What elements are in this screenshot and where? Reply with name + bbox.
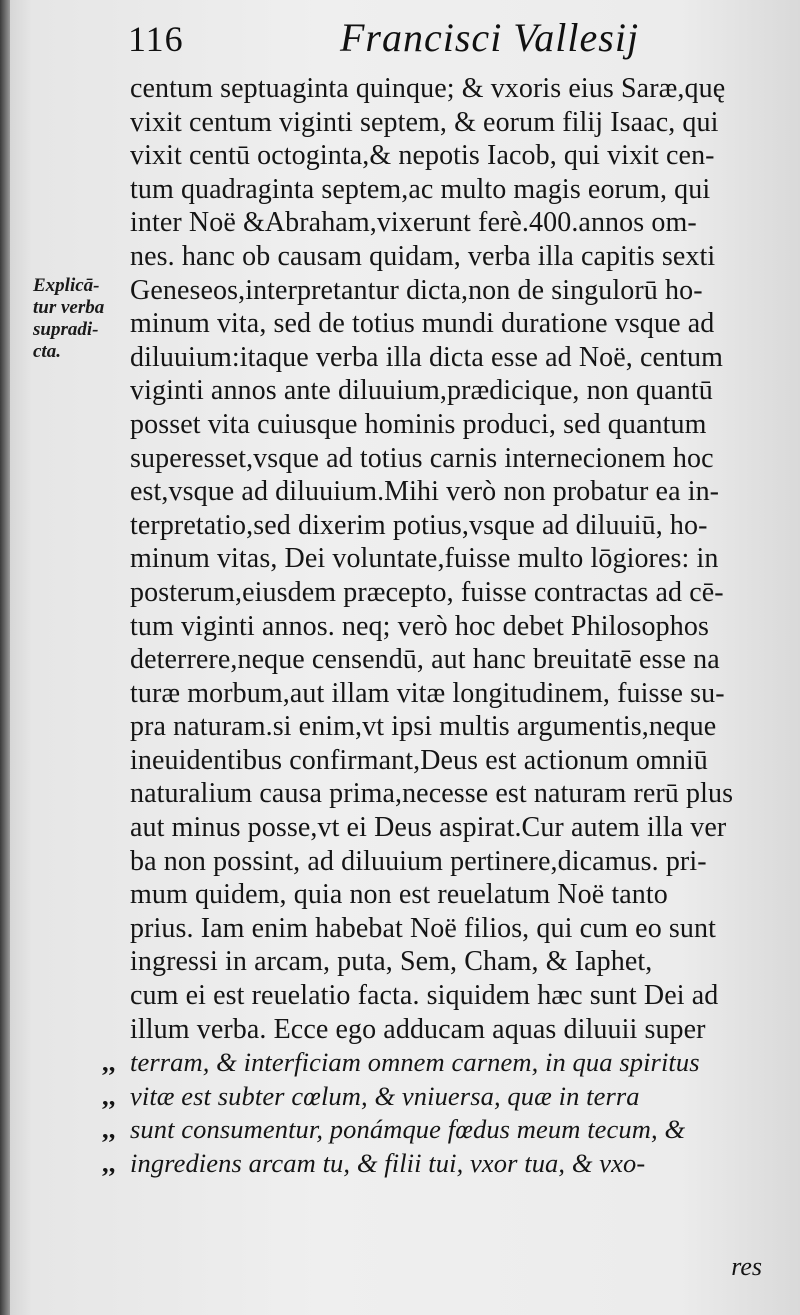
text-line: Geneseos,interpretantur dicta,non de singulorū ho- <box>130 274 703 306</box>
text-line: prius. Iam enim habebat Noë filios, qui cum eo sunt <box>130 912 716 944</box>
text-line: tum viginti annos. neq; verò hoc debet Philosophos <box>130 610 709 642</box>
text-line: centum septuaginta quinque; & vxoris eius Saræ,quę <box>130 73 726 104</box>
text-line-content: ingrediens arcam tu, & filii tui, vxor tua, & vxo- <box>130 1148 646 1178</box>
text-line: ineuidentibus confirmant,Deus est actionum omniū <box>130 744 708 776</box>
text-line: vixit centum viginti septem, & eorum filij Isaac, qui <box>130 106 719 138</box>
text-line: posset vita cuiusque hominis produci, sed quantum <box>130 408 707 440</box>
quotation-mark: ,, <box>102 1114 116 1145</box>
binding-gutter <box>0 0 10 1315</box>
page-number: 116 <box>128 19 184 59</box>
text-line-content: terram, & interficiam omnem carnem, in qua spiritus <box>130 1047 700 1078</box>
text-line: ingressi in arcam, puta, Sem, Cham, & Iaphet, <box>130 946 653 978</box>
text-line: mum quidem, quia non est reuelatum Noë tanto <box>130 879 668 911</box>
text-line <box>102 1113 766 1147</box>
text-line: naturalium causa prima,necesse est naturam rerū plus <box>130 778 734 810</box>
marginal-note-line: cta. <box>33 341 61 362</box>
text-line: posterum,eiusdem præcepto, fuisse contractas ad cē- <box>130 576 724 608</box>
text-line: nes. hanc ob causam quidam, verba illa capitis sexti <box>130 240 716 272</box>
text-line: minum vita, sed de totius mundi duratione vsque ad <box>130 308 715 340</box>
text-line: aut minus posse,vt ei Deus aspirat.Cur autem illa ver <box>130 812 727 844</box>
catchword: res <box>731 1252 762 1281</box>
marginal-note-line: supradi- <box>33 319 99 340</box>
text-line: illum verba. Ecce ego adducam aquas diluuii super <box>130 1013 706 1045</box>
text-line: turæ morbum,aut illam vitæ longitudinem, fuisse su- <box>130 677 725 709</box>
text-line: deterrere,neque censendū, aut hanc breuitatē esse na <box>130 644 720 676</box>
page-header <box>0 8 800 68</box>
running-title: Francisci Vallesij <box>340 15 640 60</box>
text-line: est,vsque ad diluuium.Mihi verò non probatur ea in- <box>130 476 720 508</box>
marginal-note-line: Explicā- <box>33 275 100 296</box>
text-line-content: sunt consumentur, ponámque fœdus meum tecum, & <box>130 1114 686 1145</box>
text-line <box>102 1046 766 1080</box>
text-line: viginti annos ante diluuium,prædicique, non quantū <box>130 375 713 407</box>
text-line: superesset,vsque ad totius carnis internecionem hoc <box>130 442 714 474</box>
text-line: inter Noë &Abraham,vixerunt ferè.400.annos om- <box>130 207 697 239</box>
text-line: minum vitas, Dei voluntate,fuisse multo lōgiores: in <box>130 543 719 575</box>
text-line <box>102 1080 766 1114</box>
text-line: ba non possint, ad diluuium pertinere,dicamus. pri- <box>130 845 707 877</box>
body-text <box>102 72 766 1181</box>
text-line: terpretatio,sed dixerim potius,vsque ad diluuiū, ho- <box>130 509 708 541</box>
text-line <box>102 1147 766 1181</box>
quotation-mark: ,, <box>102 1047 116 1078</box>
text-line: cum ei est reuelatio facta. siquidem hæc sunt Dei ad <box>130 980 719 1012</box>
quotation-mark: ,, <box>102 1080 116 1111</box>
text-line: tum quadraginta septem,ac multo magis eorum, qui <box>130 173 711 205</box>
text-line: vixit centū octoginta,& nepotis Iacob, qui vixit cen- <box>130 140 715 172</box>
quotation-mark: ,, <box>102 1148 116 1178</box>
marginal-note <box>33 275 128 363</box>
text-line-content: vitæ est subter cœlum, & vniuersa, quæ in terra <box>130 1080 640 1111</box>
text-line: diluuium:itaque verba illa dicta esse ad Noë, centum <box>130 341 724 373</box>
marginal-note-line: tur verba <box>33 297 105 318</box>
text-line: pra naturam.si enim,vt ipsi multis argumentis,neque <box>130 711 717 743</box>
